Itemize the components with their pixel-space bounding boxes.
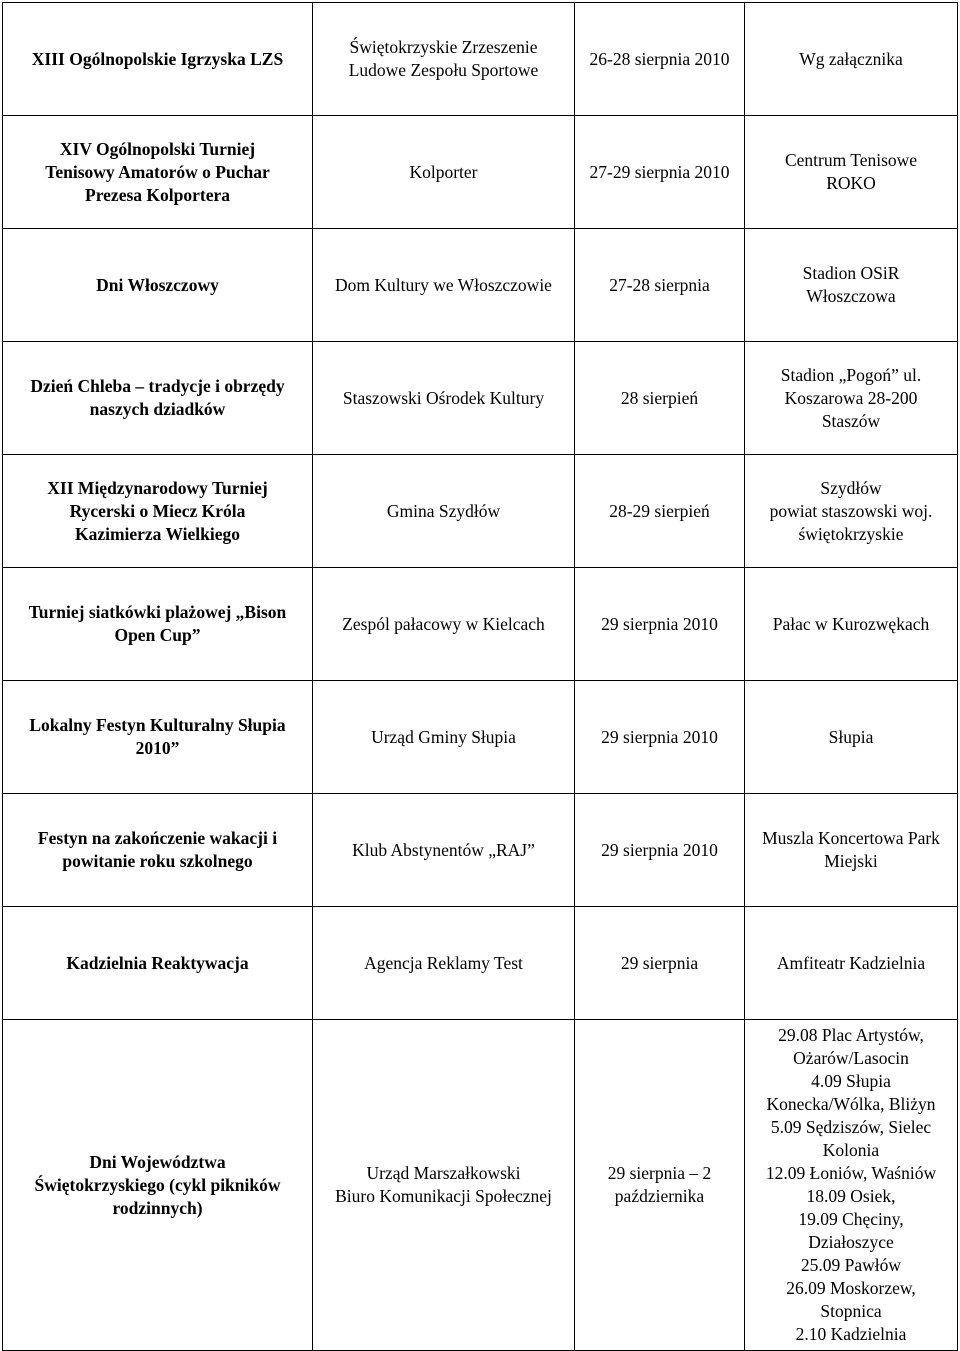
date-cell [575, 116, 745, 229]
cell-text-line: 29 sierpnia 2010 [601, 613, 718, 634]
place-cell [745, 455, 958, 568]
cell-text-line: 25.09 Pawłów [800, 1255, 902, 1275]
date-cell [575, 681, 745, 794]
cell-text-line: Urząd Marszałkowski [366, 1163, 521, 1183]
place-cell [745, 3, 958, 116]
cell-text-line: Urząd Gminy Słupia [371, 726, 516, 747]
cell-text-line: Staszowski Ośrodek Kultury [342, 387, 545, 408]
cell-text-line: Amfiteatr Kadzielnia [776, 952, 926, 973]
cell-text-line: Staszów [821, 410, 881, 431]
event-name-cell [3, 681, 313, 794]
cell-text-line: 29 sierpnia – 2 [607, 1163, 712, 1183]
cell-text-line: Stopnica [820, 1301, 882, 1321]
cell-text-line: Kolonia [822, 1140, 880, 1160]
organizer-cell [313, 568, 575, 681]
cell-text-line: 12.09 Łoniów, Waśniów [765, 1163, 937, 1183]
cell-text-line: Kazimierza Wielkiego [74, 523, 241, 544]
event-name-cell [3, 342, 313, 455]
cell-text-line: Świętokrzyskiego (cykl pikników [34, 1174, 281, 1195]
events-table [2, 2, 958, 1351]
cell-text-line: Świętokrzyskie Zrzeszenie [349, 37, 538, 57]
table-row [3, 342, 958, 455]
cell-text-line: Rycerski o Miecz Króla [69, 500, 246, 521]
organizer-cell [313, 455, 575, 568]
cell-text-line: 28 sierpień [620, 387, 699, 408]
cell-text-line: 5.09 Sędziszów, Sielec [770, 1117, 932, 1137]
cell-text-line: Kadzielnia Reaktywacja [66, 952, 249, 973]
organizer-cell [313, 794, 575, 907]
cell-text-line: 29 sierpnia 2010 [601, 839, 718, 860]
event-name-cell [3, 3, 313, 116]
table-row [3, 116, 958, 229]
organizer-cell [313, 1020, 575, 1351]
cell-text-line: Dom Kultury we Włoszczowie [335, 274, 552, 295]
cell-text-line: Działoszyce [808, 1232, 894, 1252]
cell-text-line: 26.09 Moskorzew, [786, 1278, 916, 1298]
organizer-cell [313, 3, 575, 116]
cell-text-line: Lokalny Festyn Kulturalny Słupia [29, 715, 286, 735]
cell-text-line: Miejski [824, 851, 878, 871]
cell-text-line: rodzinnych) [112, 1197, 203, 1218]
cell-text-line: Szydłów [820, 477, 882, 498]
place-cell [745, 794, 958, 907]
cell-text-line: 28-29 sierpień [609, 500, 710, 521]
cell-text-line: Koszarowa 28-200 [784, 387, 918, 408]
cell-text-line: Pałac w Kurozwękach [772, 613, 930, 634]
cell-text-line: powiat staszowski woj. [769, 500, 933, 521]
cell-text-line: Wg załącznika [799, 48, 903, 69]
place-cell [745, 568, 958, 681]
cell-text-line: Festyn na zakończenie wakacji i [37, 828, 278, 848]
cell-text-line: Open Cup” [114, 625, 201, 645]
event-name-cell [3, 1020, 313, 1351]
table-row [3, 455, 958, 568]
cell-text-line: XIII Ogólnopolskie Igrzyska LZS [31, 48, 284, 69]
cell-text-line: Zespól pałacowy w Kielcach [342, 613, 545, 634]
cell-text-line: Ożarów/Lasocin [793, 1048, 909, 1068]
cell-text-line: Dni Włoszczowy [96, 274, 219, 295]
date-cell [575, 229, 745, 342]
cell-text-line: 29.08 Plac Artystów, [778, 1025, 924, 1045]
cell-text-line: Stadion OSiR [802, 263, 900, 283]
cell-text-line: 19.09 Chęciny, [798, 1209, 904, 1229]
organizer-cell [313, 116, 575, 229]
cell-text-line: Dni Województwa [89, 1151, 226, 1172]
place-cell [745, 116, 958, 229]
table-row [3, 794, 958, 907]
place-cell [745, 1020, 958, 1351]
date-cell [575, 568, 745, 681]
table-row [3, 1020, 958, 1351]
cell-text-line: 18.09 Osiek, [806, 1186, 896, 1206]
cell-text-line: XIV Ogólnopolski Turniej [59, 138, 256, 159]
cell-text-line: Włoszczowa [806, 286, 896, 306]
cell-text-line: ROKO [826, 173, 876, 193]
date-cell [575, 794, 745, 907]
date-cell [575, 3, 745, 116]
date-cell [575, 455, 745, 568]
event-name-cell [3, 568, 313, 681]
cell-text-line: 2010” [135, 738, 180, 758]
cell-text-line: Prezesa Kolportera [85, 184, 230, 205]
cell-text-line: 26-28 sierpnia 2010 [589, 48, 730, 69]
date-cell [575, 342, 745, 455]
cell-text-line: Konecka/Wólka, Bliżyn [766, 1094, 936, 1114]
place-cell [745, 229, 958, 342]
table-row [3, 907, 958, 1020]
cell-text-line: Gmina Szydłów [386, 500, 501, 521]
events-table-body [3, 3, 958, 1351]
cell-text-line: Kolporter [409, 161, 478, 182]
date-cell [575, 1020, 745, 1351]
cell-text-line: 29 sierpnia [620, 952, 699, 973]
cell-text-line: Klub Abstynentów „RAJ” [352, 839, 535, 860]
organizer-cell [313, 342, 575, 455]
cell-text-line: 2.10 Kadzielnia [795, 1324, 907, 1344]
event-name-cell [3, 116, 313, 229]
table-row [3, 3, 958, 116]
cell-text-line: powitanie roku szkolnego [62, 851, 253, 871]
event-name-cell [3, 907, 313, 1020]
table-row [3, 229, 958, 342]
cell-text-line: października [614, 1186, 705, 1206]
cell-text-line: 4.09 Słupia [811, 1071, 891, 1091]
table-row [3, 568, 958, 681]
cell-text-line: Słupia [828, 726, 874, 747]
cell-text-line: XII Międzynarodowy Turniej [47, 477, 268, 498]
cell-text-line: Tenisowy Amatorów o Puchar [45, 161, 270, 182]
event-name-cell [3, 455, 313, 568]
cell-text-line: 27-28 sierpnia [609, 274, 710, 295]
cell-text-line: Turniej siatkówki plażowej „Bison [28, 602, 287, 622]
place-cell [745, 342, 958, 455]
organizer-cell [313, 907, 575, 1020]
cell-text-line: świętokrzyskie [798, 523, 904, 544]
cell-text-line: Centrum Tenisowe [784, 150, 918, 170]
event-name-cell [3, 229, 313, 342]
organizer-cell [313, 229, 575, 342]
date-cell [575, 907, 745, 1020]
cell-text-line: Agencja Reklamy Test [364, 952, 523, 973]
cell-text-line: Biuro Komunikacji Społecznej [335, 1186, 552, 1206]
cell-text-line: 29 sierpnia 2010 [601, 726, 718, 747]
place-cell [745, 907, 958, 1020]
cell-text-line: Dzień Chleba – tradycje i obrzędy [30, 376, 285, 396]
event-name-cell [3, 794, 313, 907]
organizer-cell [313, 681, 575, 794]
place-cell [745, 681, 958, 794]
cell-text-line: Ludowe Zespołu Sportowe [348, 60, 539, 80]
cell-text-line: Stadion „Pogoń” ul. [780, 364, 922, 385]
cell-text-line: naszych dziadków [89, 399, 226, 419]
cell-text-line: 27-29 sierpnia 2010 [589, 161, 730, 182]
table-row [3, 681, 958, 794]
cell-text-line: Muszla Koncertowa Park [762, 828, 940, 848]
